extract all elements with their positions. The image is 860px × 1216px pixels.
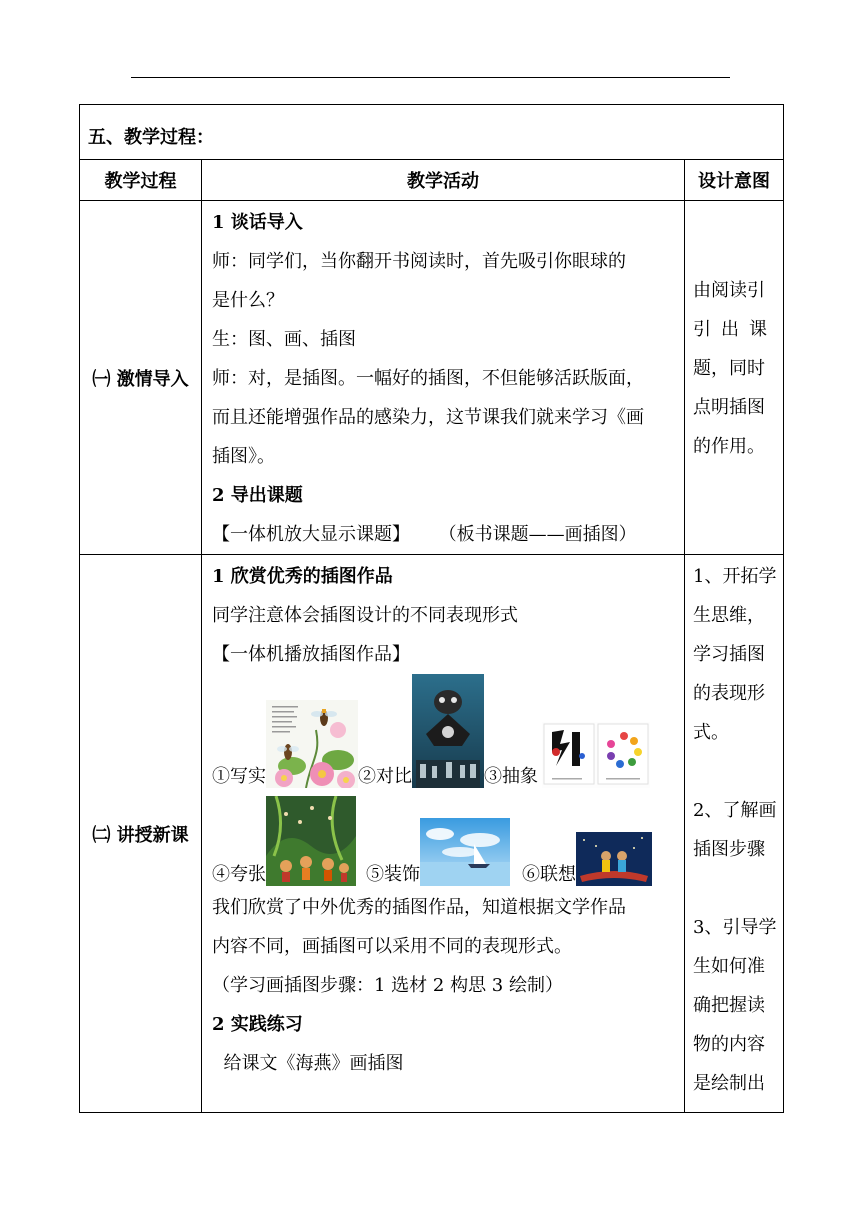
phase2-line: 同学注意体会插图设计的不同表现形式 — [212, 605, 518, 626]
phase2-intent-line: 插图步骤 — [693, 839, 765, 860]
phase1-intent — [685, 201, 784, 555]
phase1-intent-line: 由阅读引 — [693, 280, 765, 301]
phase1-activity — [202, 201, 685, 555]
page-header-rule — [131, 77, 730, 78]
phase1-intent-justified: 引 出 课 — [693, 319, 767, 340]
phase2-intent-line: 1、开拓学 — [693, 566, 777, 587]
header-intent: 设计意图 — [685, 160, 784, 201]
teaching-process-table — [79, 104, 784, 1113]
phase1-line: 【一体机放大显示课题】 （板书课题——画插图） — [212, 524, 637, 545]
phase1-line: 师：同学们，当你翻开书阅读时，首先吸引你眼球的 — [212, 251, 626, 272]
phase1-line: 生：图、画、插图 — [212, 329, 356, 350]
phase2-name: ㈡ 讲授新课 — [80, 555, 202, 1113]
phase1-line: 是什么？ — [212, 290, 284, 311]
phase1-line: 师：对，是插图。一幅好的插图，不但能够活跃版面， — [212, 368, 644, 389]
phase1-heading-2: 2 导出课题 — [212, 485, 303, 506]
phase1-heading-1: 1 谈话导入 — [212, 212, 303, 233]
phase2-heading-1: 1 欣赏优秀的插图作品 — [212, 566, 393, 587]
phase2-intent-line: 3、引导学 — [693, 917, 777, 938]
form-label-association: ⑥联想 — [522, 864, 576, 885]
abstract-illustration-image — [542, 722, 650, 788]
phase2-intent-line: 确把握读 — [693, 995, 765, 1016]
form-label-decorative: ⑤装饰 — [366, 864, 420, 885]
exaggeration-illustration-image — [266, 796, 356, 886]
header-process: 教学过程 — [80, 160, 202, 201]
phase2-intent-line — [693, 752, 777, 791]
phase1-line: 插图》。 — [212, 446, 275, 467]
form-label-exaggeration: ④夸张 — [212, 864, 266, 885]
phase2-intent-line: 式。 — [693, 722, 729, 743]
form-label-realistic: ①写实 — [212, 766, 266, 787]
phase2-line: 给课文《海燕》画插图 — [212, 1053, 404, 1074]
phase1-intent-line: 的作用。 — [693, 436, 765, 457]
phase2-intent — [685, 555, 784, 1113]
phase2-intent-line: 2、了解画 — [693, 800, 777, 821]
phase2-heading-2: 2 实践练习 — [212, 1014, 303, 1035]
phase2-intent-line — [693, 869, 777, 908]
association-illustration-image — [576, 832, 652, 886]
phase2-intent-line: 生如何准 — [693, 956, 765, 977]
phase2-intent-line: 学习插图 — [693, 644, 765, 665]
phase2-line: 内容不同，画插图可以采用不同的表现形式。 — [212, 936, 572, 957]
phase2-intent-line: 物的内容 — [693, 1034, 765, 1055]
phase2-intent-line: 生思维， — [693, 605, 765, 626]
header-activity: 教学活动 — [202, 160, 685, 201]
phase1-intent-line: 题，同时 — [693, 358, 765, 379]
phase2-intent-line: 是绘制出 — [693, 1073, 765, 1094]
phase1-name: ㈠ 激情导入 — [80, 201, 202, 555]
phase2-intent-line: 的表现形 — [693, 683, 765, 704]
phase1-intent-line: 点明插图 — [693, 397, 765, 418]
form-label-abstract: ③抽象 — [484, 766, 538, 787]
form-label-contrast: ②对比 — [358, 766, 412, 787]
phase2-line: （学习画插图步骤：1 选材 2 构思 3 绘制） — [212, 975, 563, 996]
contrast-illustration-image — [412, 674, 484, 788]
phase2-line: 我们欣赏了中外优秀的插图作品，知道根据文学作品 — [212, 897, 626, 918]
section-title: 五、教学过程： — [80, 105, 784, 160]
decorative-illustration-image — [420, 818, 510, 886]
phase2-line: 【一体机播放插图作品】 — [212, 644, 410, 665]
realistic-illustration-image — [266, 700, 358, 788]
illustration-row-1 — [212, 674, 678, 790]
phase2-activity — [202, 555, 685, 1113]
phase1-intent-line — [693, 310, 777, 349]
phase1-line: 而且还能增强作品的感染力，这节课我们就来学习《画 — [212, 407, 644, 428]
illustration-row-2 — [212, 790, 678, 888]
